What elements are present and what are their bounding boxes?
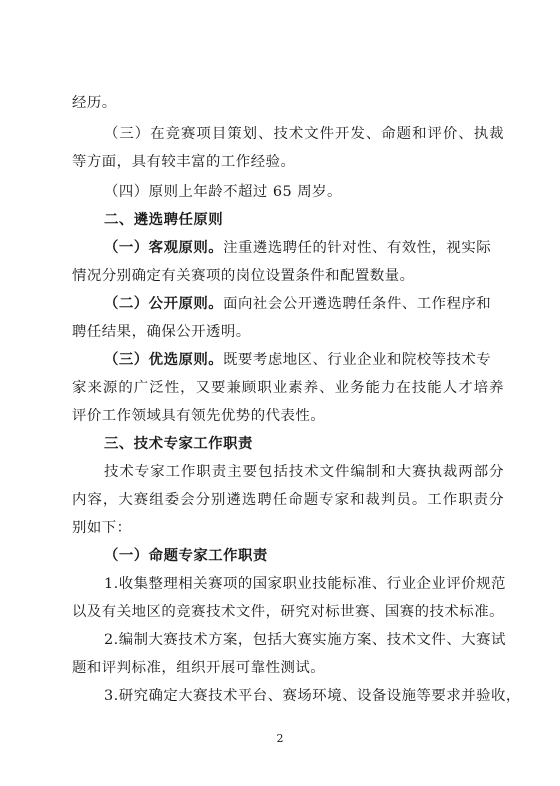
subsection-heading: （一）命题专家工作职责 bbox=[104, 548, 268, 564]
body-line: （三）在竞赛项目策划、技术文件开发、命题和评价、执裁 bbox=[104, 126, 504, 142]
principle-title: （二）公开原则。 bbox=[104, 296, 224, 312]
body-line: 以及有关地区的竞赛技术文件，研究对标世赛、国赛的技术标准。 bbox=[72, 604, 504, 620]
principle-text: 既要考虑地区、行业企业和院校等技术专 bbox=[223, 352, 492, 368]
body-line: 3.研究确定大赛技术平台、赛场环境、设备设施等要求并验收， bbox=[104, 688, 521, 704]
body-line: 评价工作领域具有领先优势的代表性。 bbox=[72, 408, 326, 424]
body-line: 2.编制大赛技术方案，包括大赛实施方案、技术文件、大赛试 bbox=[104, 632, 506, 648]
body-line bbox=[104, 294, 504, 314]
body-line: 情况分别确定有关赛项的岗位设置条件和配置数量。 bbox=[72, 268, 415, 284]
body-line: 别如下： bbox=[72, 520, 132, 536]
principle-text: 面向社会公开遴选聘任条件、工作程序和 bbox=[223, 296, 492, 312]
principle-text: 注重遴选聘任的针对性、有效性，视实际 bbox=[223, 240, 492, 256]
body-line bbox=[104, 238, 504, 258]
body-line: 内容，大赛组委会分别遴选聘任命题专家和裁判员。工作职责分 bbox=[72, 492, 504, 508]
body-line bbox=[104, 350, 504, 370]
principle-title: （一）客观原则。 bbox=[104, 240, 224, 256]
body-line: （四）原则上年龄不超过 65 周岁。 bbox=[104, 184, 342, 200]
body-line: 技术专家工作职责主要包括技术文件编制和大赛执裁两部分 bbox=[104, 464, 504, 480]
body-line: 等方面，具有较丰富的工作经验。 bbox=[72, 154, 296, 170]
body-line: 题和评判标准，组织开展可靠性测试。 bbox=[72, 660, 326, 676]
body-line: 家来源的广泛性，又要兼顾职业素养、业务能力在技能人才培养 bbox=[72, 380, 504, 396]
body-line: 经历。 bbox=[72, 95, 117, 111]
page-number: 2 bbox=[276, 732, 284, 745]
body-line: 1.收集整理相关赛项的国家职业技能标准、行业企业评价规范 bbox=[104, 576, 506, 592]
principle-title: （三）优选原则。 bbox=[104, 352, 224, 368]
section-heading: 三、技术专家工作职责 bbox=[104, 436, 253, 452]
body-line: 聘任结果，确保公开透明。 bbox=[72, 324, 251, 340]
section-heading: 二、遴选聘任原则 bbox=[104, 212, 224, 228]
